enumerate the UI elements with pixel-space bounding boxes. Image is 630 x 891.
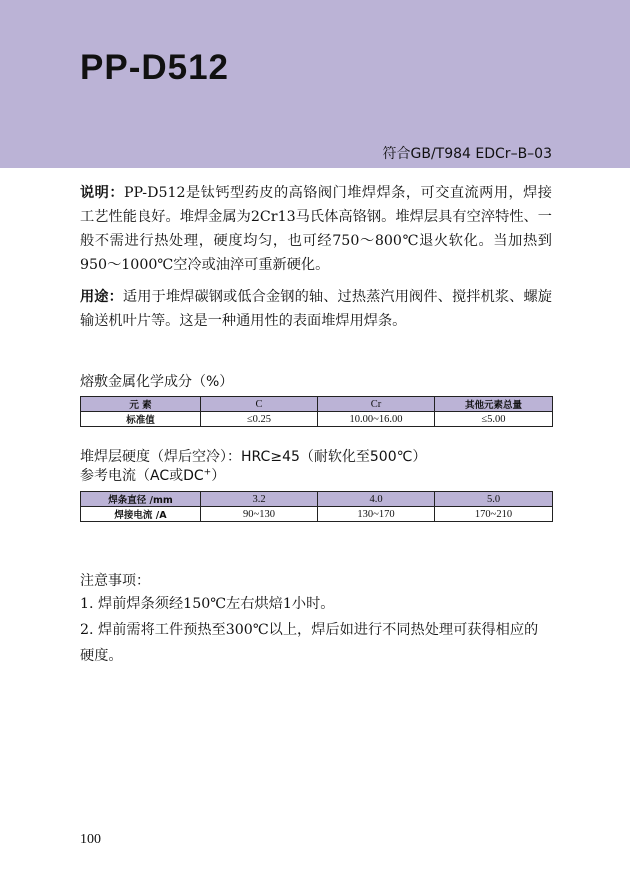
current-table <box>80 491 553 522</box>
current-title-sup: + <box>203 467 212 478</box>
composition-title: 熔敷金属化学成分（%） <box>80 374 234 390</box>
composition-header-cell: Cr <box>318 397 435 412</box>
composition-header-cell: C <box>201 397 318 412</box>
current-title-suffix: ） <box>211 468 226 484</box>
current-header-cell: 4.0 <box>318 492 435 507</box>
page-number: 100 <box>80 832 101 847</box>
hardness-line: 堆焊层硬度（焊后空冷）：HRC≥45（耐软化至500℃） <box>80 449 427 465</box>
usage-text: 适用于堆焊碳钢或低合金钢的轴、过热蒸汽用阀件、搅拌机浆、螺旋输送机叶片等。这是一种通用性的表面堆焊用焊条。 <box>80 289 552 329</box>
composition-value-cell: 10.00~16.00 <box>318 412 435 427</box>
description-text: PP-D512是钛钙型药皮的高铬阀门堆焊焊条，可交直流两用，焊接工艺性能良好。堆焊金属为2Cr13马氏体高铬钢。堆焊层具有空淬特性、一般不需进行热处理，硬度均匀，也可经750～800℃退火软化。当加热到950～1000℃空冷或油淬可重新硬化。 <box>80 185 552 273</box>
current-value-cell: 170~210 <box>435 507 553 522</box>
composition-header-row <box>81 397 553 412</box>
current-value-cell: 130~170 <box>318 507 435 522</box>
current-title-prefix: 参考电流（AC或DC <box>80 468 204 484</box>
composition-header-cell: 其他元素总量 <box>435 397 553 412</box>
composition-value-cell: ≤0.25 <box>201 412 318 427</box>
note-item: 2. 焊前需将工件预热至300℃以上，焊后如进行不同热处理可获得相应的硬度。 <box>80 622 539 664</box>
notes-title: 注意事项： <box>80 573 150 589</box>
current-value-cell: 焊接电流 /A <box>81 507 201 522</box>
composition-value-cell: 标准值 <box>81 412 201 427</box>
description-paragraph <box>80 181 552 277</box>
composition-value-row <box>81 412 553 427</box>
current-title <box>80 465 225 485</box>
composition-header-cell: 元 素 <box>81 397 201 412</box>
current-header-cell: 5.0 <box>435 492 553 507</box>
current-header-row <box>81 492 553 507</box>
current-value-row <box>81 507 553 522</box>
current-value-cell: 90~130 <box>201 507 318 522</box>
composition-value-cell: ≤5.00 <box>435 412 553 427</box>
composition-table <box>80 396 553 427</box>
usage-paragraph <box>80 285 552 333</box>
note-item: 1. 焊前焊条须经150℃左右烘焙1小时。 <box>80 596 335 612</box>
product-title: PP-D512 <box>80 48 230 87</box>
standard-reference: 符合GB/T984 EDCr–B–03 <box>382 146 552 162</box>
current-header-cell: 焊条直径 /mm <box>81 492 201 507</box>
current-header-cell: 3.2 <box>201 492 318 507</box>
description-label: 说明： <box>80 185 124 201</box>
usage-label: 用途： <box>80 289 123 305</box>
